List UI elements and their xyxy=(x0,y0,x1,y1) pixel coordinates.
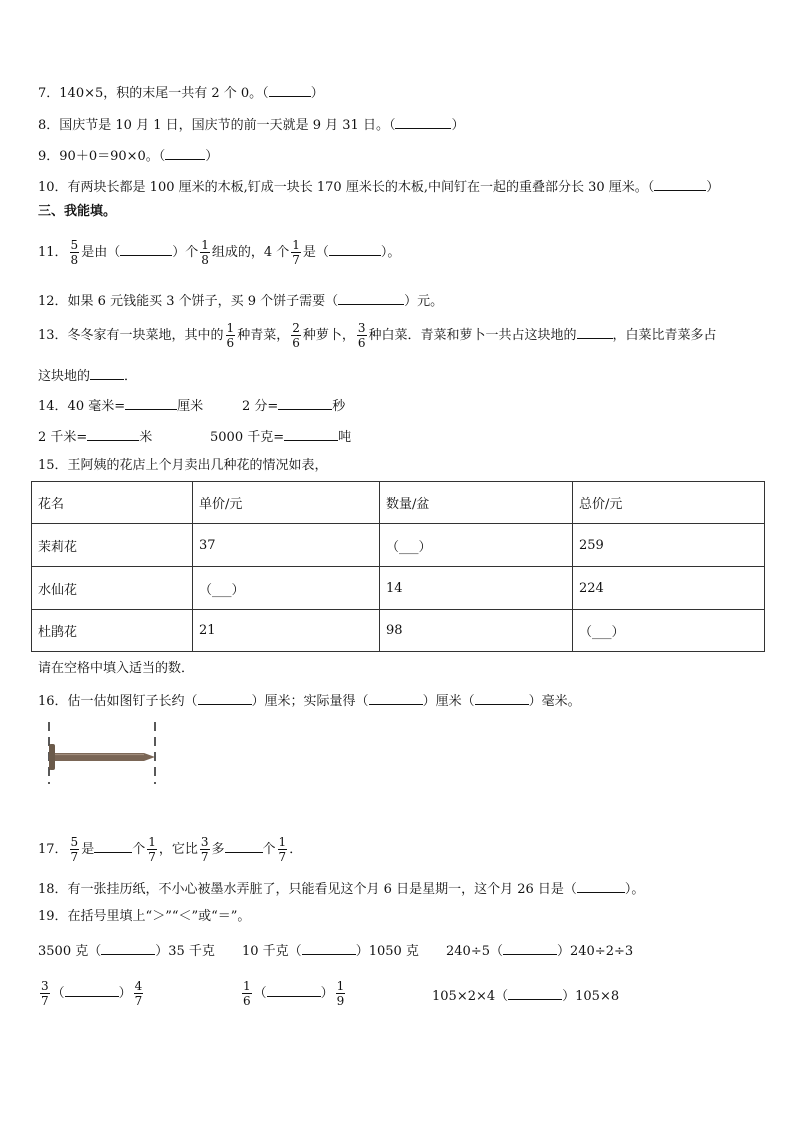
question-15-note: 请在空格中填入适当的数． xyxy=(38,661,195,676)
answer-blank-12[interactable] xyxy=(338,290,404,305)
question-18 xyxy=(38,878,644,899)
answer-blank-16b[interactable] xyxy=(369,690,423,705)
question-text: 16．估一估如图钉子长约（ xyxy=(38,694,198,709)
question-text: ） xyxy=(118,986,132,1001)
question-19-row-1a xyxy=(38,940,215,961)
question-text: ）240÷2÷3 xyxy=(556,944,634,959)
nail-illustration xyxy=(40,718,170,788)
question-text: ）1050 克 xyxy=(355,944,419,959)
answer-blank-8[interactable] xyxy=(395,114,451,129)
close-paren: ） xyxy=(310,86,324,101)
question-text: 是 xyxy=(81,842,95,857)
question-text: 105×2×4（ xyxy=(432,989,509,1004)
question-text: （ xyxy=(253,986,267,1001)
question-text: 这块地的 xyxy=(38,369,91,384)
question-7 xyxy=(38,82,324,103)
answer-blank-11a[interactable] xyxy=(120,241,172,256)
question-text: 13．冬冬家有一块菜地，其中的 xyxy=(38,328,224,343)
question-19-row-2b xyxy=(240,976,347,1012)
table-header-cell: 单价/元 xyxy=(193,482,380,524)
question-19-row-1c xyxy=(446,940,633,961)
question-number: 11． xyxy=(38,245,68,260)
answer-blank-16a[interactable] xyxy=(198,690,252,705)
table-header-row xyxy=(32,482,765,524)
question-10 xyxy=(38,176,719,197)
answer-blank-17b[interactable] xyxy=(225,838,263,853)
question-19-row-2a xyxy=(38,976,145,1012)
question-10-text: 10．有两块长都是 100 厘米的木板,钉成一块长 170 厘米长的木板,中间钉在一起的重叠部分长 30 厘米。（ xyxy=(38,180,655,195)
question-text: 240÷5（ xyxy=(446,944,503,959)
question-text: 种白菜．青菜和萝卜一共占这块地的 xyxy=(368,328,577,343)
question-text: ） xyxy=(320,986,334,1001)
question-19-row-1b xyxy=(242,940,419,961)
flower-sales-table xyxy=(31,481,765,652)
unit-label: 厘米 xyxy=(177,399,204,414)
question-text: ． xyxy=(124,369,138,384)
table-cell-blank[interactable]: （___） xyxy=(573,610,765,652)
answer-blank-14d[interactable] xyxy=(284,426,338,441)
question-text: 多 xyxy=(211,842,225,857)
question-14-row-1 xyxy=(38,395,203,416)
question-14-row-2 xyxy=(38,426,152,447)
question-text: 个 xyxy=(132,842,146,857)
fraction: $\frac{1}{7}$ xyxy=(278,835,287,864)
question-text: ）。 xyxy=(624,882,645,897)
answer-blank-19a[interactable] xyxy=(101,940,155,955)
question-17 xyxy=(38,832,302,868)
question-text: 2 分= xyxy=(242,399,279,414)
nail-head xyxy=(49,744,55,770)
unit-label: 吨 xyxy=(338,430,352,445)
table-row xyxy=(32,567,765,610)
table-cell: 259 xyxy=(573,524,765,567)
close-paren: ） xyxy=(451,118,465,133)
question-13 xyxy=(38,318,717,354)
fraction: $\frac{5}{8}$ xyxy=(70,238,79,267)
question-18-text: 18．有一张挂历纸，不小心被墨水弄脏了，只能看见这个月 6 日是星期一，这个月 26 日是（ xyxy=(38,882,577,897)
answer-blank-19e[interactable] xyxy=(267,982,321,997)
table-header-cell: 花名 xyxy=(32,482,193,524)
fraction: $\frac{3}{7}$ xyxy=(41,979,49,1008)
answer-blank-11b[interactable] xyxy=(329,241,381,256)
table-cell-blank[interactable]: （___） xyxy=(193,567,380,610)
answer-blank-19b[interactable] xyxy=(302,940,356,955)
table-cell: 224 xyxy=(573,567,765,610)
question-text: （ xyxy=(51,986,65,1001)
question-16 xyxy=(38,690,581,711)
fraction: $\frac{5}{7}$ xyxy=(70,835,79,864)
question-text: ）元。 xyxy=(404,294,444,309)
answer-blank-14c[interactable] xyxy=(87,426,139,441)
question-text: 组成的，4 个 xyxy=(211,245,290,260)
fraction: $\frac{3}{7}$ xyxy=(200,835,209,864)
answer-blank-13a[interactable] xyxy=(577,324,613,339)
answer-blank-7[interactable] xyxy=(269,82,311,97)
question-text: ）毫米。 xyxy=(528,694,581,709)
question-12 xyxy=(38,290,443,311)
answer-blank-14b[interactable] xyxy=(278,395,332,410)
question-text: 个 xyxy=(262,842,276,857)
fraction: $\frac{1}{8}$ xyxy=(201,238,209,267)
answer-blank-10[interactable] xyxy=(654,176,706,191)
fraction: $\frac{4}{7}$ xyxy=(134,979,143,1008)
fraction: $\frac{1}{6}$ xyxy=(226,321,235,350)
question-14-row-2b xyxy=(210,426,351,447)
table-cell: 14 xyxy=(380,567,573,610)
question-14-row-1b xyxy=(242,395,345,416)
table-row xyxy=(32,610,765,652)
answer-blank-16c[interactable] xyxy=(475,690,529,705)
table-header-cell: 总价/元 xyxy=(573,482,765,524)
table-cell: 98 xyxy=(380,610,573,652)
answer-blank-14a[interactable] xyxy=(125,395,177,410)
answer-blank-9[interactable] xyxy=(165,145,205,160)
table-row xyxy=(32,524,765,567)
close-paren: ） xyxy=(205,149,219,164)
question-12-text: 12．如果 6 元钱能买 3 个饼子，买 9 个饼子需要（ xyxy=(38,294,339,309)
table-cell: 茉莉花 xyxy=(32,524,193,567)
table-cell: 21 xyxy=(193,610,380,652)
question-text: 10 千克（ xyxy=(242,944,302,959)
question-text: 3500 克（ xyxy=(38,944,102,959)
answer-blank-19d[interactable] xyxy=(65,982,119,997)
question-text: ）厘米；实际量得（ xyxy=(251,694,369,709)
question-text: ，白菜比青菜多占 xyxy=(612,328,717,343)
question-text: 14．40 毫米= xyxy=(38,399,126,414)
question-text: 是由（ xyxy=(81,245,121,260)
answer-blank-18[interactable] xyxy=(577,878,625,893)
table-cell-blank[interactable]: （___） xyxy=(380,524,573,567)
question-text: ． xyxy=(289,842,303,857)
question-19-row-2c xyxy=(432,985,619,1006)
fraction: $\frac{1}{7}$ xyxy=(148,835,156,864)
question-8 xyxy=(38,114,464,135)
table-cell: 37 xyxy=(193,524,380,567)
section-heading: 三、我能填。 xyxy=(38,204,117,219)
fraction: $\frac{2}{6}$ xyxy=(292,321,300,350)
question-number: 17． xyxy=(38,842,68,857)
question-7-text: 7．140×5，积的末尾一共有 2 个 0。（ xyxy=(38,86,269,101)
question-text: 种青菜， xyxy=(237,328,290,343)
question-11 xyxy=(38,236,400,270)
question-text: ）105×8 xyxy=(562,989,620,1004)
question-15-title: 15．王阿姨的花店上个月卖出几种花的情况如表， xyxy=(38,458,328,473)
question-text: ）35 千克 xyxy=(155,944,215,959)
fraction: $\frac{3}{6}$ xyxy=(357,321,366,350)
question-13-line-2 xyxy=(38,365,137,386)
question-text: 2 千米= xyxy=(38,430,88,445)
question-text: ）个 xyxy=(172,245,199,260)
question-text: 种萝卜， xyxy=(302,328,355,343)
question-text: ）厘米（ xyxy=(422,694,475,709)
question-9-text: 9．90＋0＝90×0。（ xyxy=(38,149,166,164)
fraction: $\frac{1}{6}$ xyxy=(243,979,251,1008)
table-cell: 水仙花 xyxy=(32,567,193,610)
question-19-title: 19．在括号里填上“＞”“＜”或“＝”。 xyxy=(38,909,251,924)
answer-blank-17a[interactable] xyxy=(94,838,132,853)
fraction: $\frac{1}{7}$ xyxy=(292,238,300,267)
answer-blank-19f[interactable] xyxy=(508,985,562,1000)
question-text: 是（ xyxy=(302,245,329,260)
question-text: 5000 千克= xyxy=(210,430,285,445)
close-paren: ） xyxy=(706,180,720,195)
unit-label: 秒 xyxy=(332,399,346,414)
table-cell: 杜鹃花 xyxy=(32,610,193,652)
question-9 xyxy=(38,145,218,166)
answer-blank-13b[interactable] xyxy=(90,365,124,380)
question-text: ）。 xyxy=(380,245,401,260)
fraction: $\frac{1}{9}$ xyxy=(336,979,345,1008)
table-header-cell: 数量/盆 xyxy=(380,482,573,524)
answer-blank-19c[interactable] xyxy=(503,940,557,955)
question-8-text: 8．国庆节是 10 月 1 日，国庆节的前一天就是 9 月 31 日。（ xyxy=(38,118,396,133)
unit-label: 米 xyxy=(139,430,153,445)
question-text: ，它比 xyxy=(158,842,198,857)
